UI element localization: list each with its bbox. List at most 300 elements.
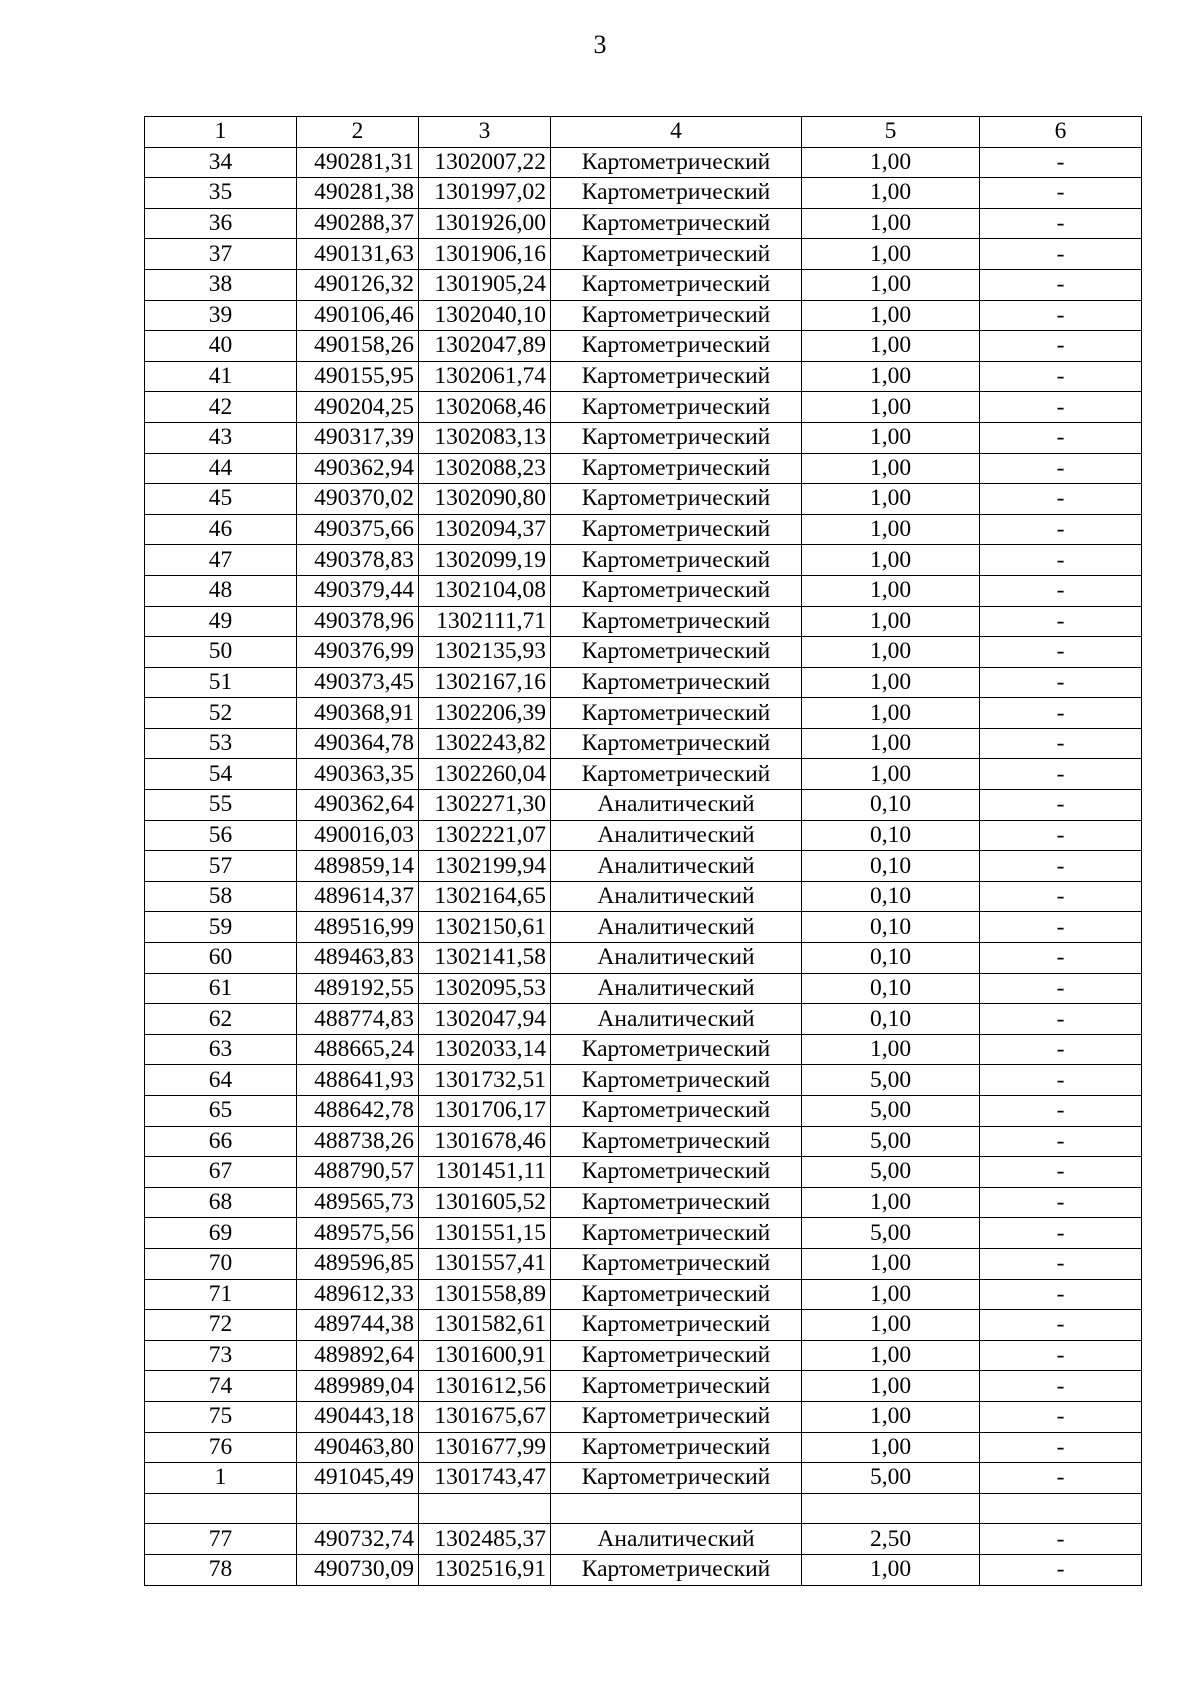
y-coordinate-cell: 1302485,37: [419, 1524, 551, 1555]
method-cell: Картометрический: [551, 1065, 802, 1096]
method-cell: Картометрический: [551, 269, 802, 300]
table-row: [145, 331, 1142, 362]
point-number-cell: 35: [145, 178, 297, 209]
x-coordinate-cell: 490288,37: [297, 208, 419, 239]
accuracy-cell: 1,00: [802, 208, 980, 239]
method-cell: Аналитический: [551, 790, 802, 821]
description-cell: -: [980, 1371, 1142, 1402]
method-cell: Картометрический: [551, 422, 802, 453]
table-row: [145, 269, 1142, 300]
point-number-cell: 38: [145, 269, 297, 300]
method-cell: Картометрический: [551, 1096, 802, 1127]
description-cell: -: [980, 239, 1142, 270]
method-cell: Аналитический: [551, 1524, 802, 1555]
method-cell: Аналитический: [551, 1004, 802, 1035]
y-coordinate-cell: 1302141,58: [419, 943, 551, 974]
accuracy-cell: 5,00: [802, 1126, 980, 1157]
method-cell: Картометрический: [551, 1310, 802, 1341]
description-cell: -: [980, 1126, 1142, 1157]
y-coordinate-cell: 1301926,00: [419, 208, 551, 239]
point-number-cell: 34: [145, 147, 297, 178]
description-cell: -: [980, 1432, 1142, 1463]
point-number-cell: 42: [145, 392, 297, 423]
y-coordinate-cell: 1302206,39: [419, 698, 551, 729]
description-cell: -: [980, 147, 1142, 178]
accuracy-cell: 1,00: [802, 392, 980, 423]
y-coordinate-cell: 1302099,19: [419, 545, 551, 576]
x-coordinate-cell: 489463,83: [297, 943, 419, 974]
table-row: [145, 667, 1142, 698]
y-coordinate-cell: 1302260,04: [419, 759, 551, 790]
y-coordinate-cell: 1301706,17: [419, 1096, 551, 1127]
method-cell: Аналитический: [551, 973, 802, 1004]
method-cell: Картометрический: [551, 331, 802, 362]
table-row: [145, 545, 1142, 576]
point-number-cell: 74: [145, 1371, 297, 1402]
method-cell: Картометрический: [551, 1554, 802, 1585]
point-number-cell: 46: [145, 514, 297, 545]
point-number-cell: 73: [145, 1340, 297, 1371]
table-row: [145, 1310, 1142, 1341]
description-cell: -: [980, 1248, 1142, 1279]
method-cell: Аналитический: [551, 943, 802, 974]
accuracy-cell: 1,00: [802, 484, 980, 515]
y-coordinate-cell: 1301732,51: [419, 1065, 551, 1096]
table-row: [145, 1034, 1142, 1065]
y-coordinate-cell: 1302047,89: [419, 331, 551, 362]
method-cell: Аналитический: [551, 912, 802, 943]
x-coordinate-cell: 490368,91: [297, 698, 419, 729]
point-number-cell: 69: [145, 1218, 297, 1249]
y-coordinate-cell: 1301451,11: [419, 1157, 551, 1188]
accuracy-cell: 1,00: [802, 1340, 980, 1371]
point-number-cell: 40: [145, 331, 297, 362]
header-cell: 3: [419, 117, 551, 148]
method-cell: Картометрический: [551, 300, 802, 331]
point-number-cell: 56: [145, 820, 297, 851]
method-cell: Аналитический: [551, 881, 802, 912]
table-row: [145, 881, 1142, 912]
accuracy-cell: 1,00: [802, 514, 980, 545]
accuracy-cell: 1,00: [802, 331, 980, 362]
x-coordinate-cell: 489612,33: [297, 1279, 419, 1310]
table-row: [145, 300, 1142, 331]
point-number-cell: 62: [145, 1004, 297, 1035]
point-number-cell: 72: [145, 1310, 297, 1341]
accuracy-cell: 1,00: [802, 728, 980, 759]
point-number-cell: 49: [145, 606, 297, 637]
method-cell: Картометрический: [551, 1463, 802, 1494]
description-cell: -: [980, 1524, 1142, 1555]
accuracy-cell: 1,00: [802, 1554, 980, 1585]
x-coordinate-cell: 490443,18: [297, 1401, 419, 1432]
accuracy-cell: 1,00: [802, 422, 980, 453]
table-row: [145, 484, 1142, 515]
method-cell: Аналитический: [551, 820, 802, 851]
y-coordinate-cell: 1301582,61: [419, 1310, 551, 1341]
point-number-cell: 50: [145, 637, 297, 668]
x-coordinate-cell: 490131,63: [297, 239, 419, 270]
y-coordinate-cell: 1302068,46: [419, 392, 551, 423]
method-cell: Картометрический: [551, 667, 802, 698]
point-number-cell: 57: [145, 851, 297, 882]
description-cell: -: [980, 1004, 1142, 1035]
method-cell: Картометрический: [551, 1432, 802, 1463]
table-row: [145, 1279, 1142, 1310]
table-row: [145, 1187, 1142, 1218]
point-number-cell: 43: [145, 422, 297, 453]
point-number-cell: 52: [145, 698, 297, 729]
accuracy-cell: 5,00: [802, 1463, 980, 1494]
accuracy-cell: [802, 1493, 980, 1524]
accuracy-cell: 1,00: [802, 1310, 980, 1341]
description-cell: -: [980, 881, 1142, 912]
description-cell: -: [980, 728, 1142, 759]
x-coordinate-cell: 489989,04: [297, 1371, 419, 1402]
point-number-cell: 78: [145, 1554, 297, 1585]
x-coordinate-cell: 490375,66: [297, 514, 419, 545]
x-coordinate-cell: 490732,74: [297, 1524, 419, 1555]
x-coordinate-cell: 490373,45: [297, 667, 419, 698]
table-row: [145, 759, 1142, 790]
point-number-cell: 44: [145, 453, 297, 484]
method-cell: Картометрический: [551, 698, 802, 729]
y-coordinate-cell: 1302040,10: [419, 300, 551, 331]
table-row: [145, 1432, 1142, 1463]
table-row: [145, 239, 1142, 270]
accuracy-cell: 5,00: [802, 1096, 980, 1127]
method-cell: Картометрический: [551, 147, 802, 178]
description-cell: -: [980, 1157, 1142, 1188]
description-cell: -: [980, 392, 1142, 423]
table-row: [145, 790, 1142, 821]
description-cell: -: [980, 422, 1142, 453]
table-row: [145, 912, 1142, 943]
method-cell: Картометрический: [551, 1126, 802, 1157]
method-cell: Картометрический: [551, 606, 802, 637]
y-coordinate-cell: 1302090,80: [419, 484, 551, 515]
accuracy-cell: 5,00: [802, 1157, 980, 1188]
x-coordinate-cell: 490376,99: [297, 637, 419, 668]
point-number-cell: 58: [145, 881, 297, 912]
table-row: [145, 851, 1142, 882]
y-coordinate-cell: 1302516,91: [419, 1554, 551, 1585]
table-row: [145, 1340, 1142, 1371]
accuracy-cell: 1,00: [802, 269, 980, 300]
description-cell: -: [980, 790, 1142, 821]
y-coordinate-cell: 1301557,41: [419, 1248, 551, 1279]
table-row: [145, 1065, 1142, 1096]
description-cell: -: [980, 178, 1142, 209]
description-cell: -: [980, 1554, 1142, 1585]
accuracy-cell: 5,00: [802, 1218, 980, 1249]
point-number-cell: 59: [145, 912, 297, 943]
coordinates-table: [144, 116, 1142, 1586]
method-cell: Картометрический: [551, 1248, 802, 1279]
description-cell: -: [980, 300, 1142, 331]
table-header-row: [145, 117, 1142, 148]
x-coordinate-cell: 491045,49: [297, 1463, 419, 1494]
method-cell: Картометрический: [551, 1401, 802, 1432]
description-cell: -: [980, 331, 1142, 362]
method-cell: Картометрический: [551, 484, 802, 515]
y-coordinate-cell: 1302135,93: [419, 637, 551, 668]
x-coordinate-cell: 490155,95: [297, 361, 419, 392]
accuracy-cell: 1,00: [802, 1279, 980, 1310]
accuracy-cell: 1,00: [802, 239, 980, 270]
point-number-cell: 47: [145, 545, 297, 576]
point-number-cell: 61: [145, 973, 297, 1004]
y-coordinate-cell: 1301675,67: [419, 1401, 551, 1432]
table-row: [145, 575, 1142, 606]
x-coordinate-cell: 490378,96: [297, 606, 419, 637]
accuracy-cell: 1,00: [802, 1034, 980, 1065]
point-number-cell: 71: [145, 1279, 297, 1310]
y-coordinate-cell: 1301677,99: [419, 1432, 551, 1463]
x-coordinate-cell: 490463,80: [297, 1432, 419, 1463]
description-cell: -: [980, 1401, 1142, 1432]
method-cell: Картометрический: [551, 1187, 802, 1218]
table-row: [145, 1371, 1142, 1402]
table-row: [145, 147, 1142, 178]
x-coordinate-cell: 490378,83: [297, 545, 419, 576]
table-row: [145, 973, 1142, 1004]
method-cell: Картометрический: [551, 575, 802, 606]
point-number-cell: 76: [145, 1432, 297, 1463]
y-coordinate-cell: 1301997,02: [419, 178, 551, 209]
description-cell: -: [980, 514, 1142, 545]
description-cell: -: [980, 820, 1142, 851]
description-cell: -: [980, 1310, 1142, 1341]
table-row: [145, 1248, 1142, 1279]
y-coordinate-cell: 1302033,14: [419, 1034, 551, 1065]
y-coordinate-cell: 1302047,94: [419, 1004, 551, 1035]
point-number-cell: 53: [145, 728, 297, 759]
y-coordinate-cell: 1301678,46: [419, 1126, 551, 1157]
description-cell: -: [980, 1096, 1142, 1127]
y-coordinate-cell: 1302007,22: [419, 147, 551, 178]
accuracy-cell: 0,10: [802, 1004, 980, 1035]
header-cell: 1: [145, 117, 297, 148]
accuracy-cell: 1,00: [802, 147, 980, 178]
description-cell: -: [980, 453, 1142, 484]
description-cell: -: [980, 912, 1142, 943]
table-row: [145, 1096, 1142, 1127]
x-coordinate-cell: 489859,14: [297, 851, 419, 882]
table-row: [145, 1524, 1142, 1555]
description-cell: -: [980, 698, 1142, 729]
method-cell: Картометрический: [551, 392, 802, 423]
accuracy-cell: 1,00: [802, 178, 980, 209]
point-number-cell: 1: [145, 1463, 297, 1494]
x-coordinate-cell: 489892,64: [297, 1340, 419, 1371]
x-coordinate-cell: 490362,94: [297, 453, 419, 484]
table-row: [145, 820, 1142, 851]
x-coordinate-cell: 490106,46: [297, 300, 419, 331]
description-cell: -: [980, 361, 1142, 392]
method-cell: Картометрический: [551, 1371, 802, 1402]
accuracy-cell: 0,10: [802, 851, 980, 882]
y-coordinate-cell: 1301612,56: [419, 1371, 551, 1402]
description-cell: -: [980, 575, 1142, 606]
header-cell: 2: [297, 117, 419, 148]
y-coordinate-cell: 1302150,61: [419, 912, 551, 943]
accuracy-cell: 1,00: [802, 575, 980, 606]
table-row: [145, 361, 1142, 392]
x-coordinate-cell: 490126,32: [297, 269, 419, 300]
table-row: [145, 422, 1142, 453]
method-cell: Картометрический: [551, 1279, 802, 1310]
method-cell: Картометрический: [551, 178, 802, 209]
x-coordinate-cell: 489614,37: [297, 881, 419, 912]
x-coordinate-cell: 490370,02: [297, 484, 419, 515]
y-coordinate-cell: 1302271,30: [419, 790, 551, 821]
table-row: [145, 178, 1142, 209]
header-cell: 4: [551, 117, 802, 148]
x-coordinate-cell: 489192,55: [297, 973, 419, 1004]
method-cell: Картометрический: [551, 1340, 802, 1371]
x-coordinate-cell: 488642,78: [297, 1096, 419, 1127]
y-coordinate-cell: 1301600,91: [419, 1340, 551, 1371]
method-cell: Картометрический: [551, 1218, 802, 1249]
point-number-cell: 63: [145, 1034, 297, 1065]
description-cell: -: [980, 1034, 1142, 1065]
description-cell: -: [980, 1463, 1142, 1494]
y-coordinate-cell: 1302095,53: [419, 973, 551, 1004]
accuracy-cell: 5,00: [802, 1065, 980, 1096]
y-coordinate-cell: 1302167,16: [419, 667, 551, 698]
accuracy-cell: 1,00: [802, 1401, 980, 1432]
y-coordinate-cell: 1302061,74: [419, 361, 551, 392]
point-number-cell: 45: [145, 484, 297, 515]
accuracy-cell: 1,00: [802, 667, 980, 698]
accuracy-cell: 0,10: [802, 912, 980, 943]
page-number: 3: [593, 30, 607, 59]
x-coordinate-cell: 490016,03: [297, 820, 419, 851]
point-number-cell: 64: [145, 1065, 297, 1096]
point-number-cell: 55: [145, 790, 297, 821]
x-coordinate-cell: 489744,38: [297, 1310, 419, 1341]
x-coordinate-cell: 489565,73: [297, 1187, 419, 1218]
table-row: [145, 1493, 1142, 1524]
method-cell: Картометрический: [551, 759, 802, 790]
header-cell: 6: [980, 117, 1142, 148]
point-number-cell: 70: [145, 1248, 297, 1279]
method-cell: Картометрический: [551, 637, 802, 668]
point-number-cell: 48: [145, 575, 297, 606]
accuracy-cell: 1,00: [802, 606, 980, 637]
description-cell: -: [980, 484, 1142, 515]
method-cell: Картометрический: [551, 1157, 802, 1188]
accuracy-cell: 1,00: [802, 545, 980, 576]
method-cell: Картометрический: [551, 728, 802, 759]
point-number-cell: 41: [145, 361, 297, 392]
table-row: [145, 1218, 1142, 1249]
method-cell: Картометрический: [551, 453, 802, 484]
x-coordinate-cell: 490281,31: [297, 147, 419, 178]
point-number-cell: 60: [145, 943, 297, 974]
table-row: [145, 1157, 1142, 1188]
point-number-cell: 51: [145, 667, 297, 698]
x-coordinate-cell: 490281,38: [297, 178, 419, 209]
x-coordinate-cell: 488774,83: [297, 1004, 419, 1035]
y-coordinate-cell: 1302164,65: [419, 881, 551, 912]
y-coordinate-cell: 1302088,23: [419, 453, 551, 484]
x-coordinate-cell: 490158,26: [297, 331, 419, 362]
description-cell: -: [980, 943, 1142, 974]
description-cell: -: [980, 269, 1142, 300]
y-coordinate-cell: 1301605,52: [419, 1187, 551, 1218]
accuracy-cell: 0,10: [802, 973, 980, 1004]
table-body: [145, 117, 1142, 1586]
table-row: [145, 1126, 1142, 1157]
accuracy-cell: 1,00: [802, 698, 980, 729]
table-row: [145, 514, 1142, 545]
point-number-cell: 39: [145, 300, 297, 331]
table-row: [145, 1554, 1142, 1585]
description-cell: -: [980, 851, 1142, 882]
description-cell: -: [980, 1340, 1142, 1371]
y-coordinate-cell: 1302111,71: [419, 606, 551, 637]
x-coordinate-cell: 489575,56: [297, 1218, 419, 1249]
description-cell: -: [980, 208, 1142, 239]
x-coordinate-cell: 488641,93: [297, 1065, 419, 1096]
y-coordinate-cell: 1302199,94: [419, 851, 551, 882]
description-cell: -: [980, 759, 1142, 790]
method-cell: [551, 1493, 802, 1524]
x-coordinate-cell: 490730,09: [297, 1554, 419, 1585]
point-number-cell: 68: [145, 1187, 297, 1218]
description-cell: -: [980, 973, 1142, 1004]
table-row: [145, 392, 1142, 423]
point-number-cell: [145, 1493, 297, 1524]
point-number-cell: 75: [145, 1401, 297, 1432]
x-coordinate-cell: 488790,57: [297, 1157, 419, 1188]
description-cell: -: [980, 1187, 1142, 1218]
table-row: [145, 637, 1142, 668]
header-cell: 5: [802, 117, 980, 148]
accuracy-cell: 1,00: [802, 1371, 980, 1402]
point-number-cell: 65: [145, 1096, 297, 1127]
point-number-cell: 77: [145, 1524, 297, 1555]
accuracy-cell: 2,50: [802, 1524, 980, 1555]
x-coordinate-cell: 490364,78: [297, 728, 419, 759]
y-coordinate-cell: 1301743,47: [419, 1463, 551, 1494]
accuracy-cell: 1,00: [802, 361, 980, 392]
x-coordinate-cell: 488738,26: [297, 1126, 419, 1157]
method-cell: Картометрический: [551, 361, 802, 392]
table-row: [145, 453, 1142, 484]
table-row: [145, 606, 1142, 637]
description-cell: [980, 1493, 1142, 1524]
y-coordinate-cell: 1302221,07: [419, 820, 551, 851]
x-coordinate-cell: 490379,44: [297, 575, 419, 606]
point-number-cell: 67: [145, 1157, 297, 1188]
table-row: [145, 208, 1142, 239]
y-coordinate-cell: 1301905,24: [419, 269, 551, 300]
table-row: [145, 1004, 1142, 1035]
accuracy-cell: 1,00: [802, 1248, 980, 1279]
table-row: [145, 698, 1142, 729]
x-coordinate-cell: 489596,85: [297, 1248, 419, 1279]
accuracy-cell: 0,10: [802, 881, 980, 912]
y-coordinate-cell: [419, 1493, 551, 1524]
description-cell: -: [980, 1218, 1142, 1249]
x-coordinate-cell: 490363,35: [297, 759, 419, 790]
method-cell: Картометрический: [551, 545, 802, 576]
accuracy-cell: 1,00: [802, 1187, 980, 1218]
x-coordinate-cell: 490317,39: [297, 422, 419, 453]
